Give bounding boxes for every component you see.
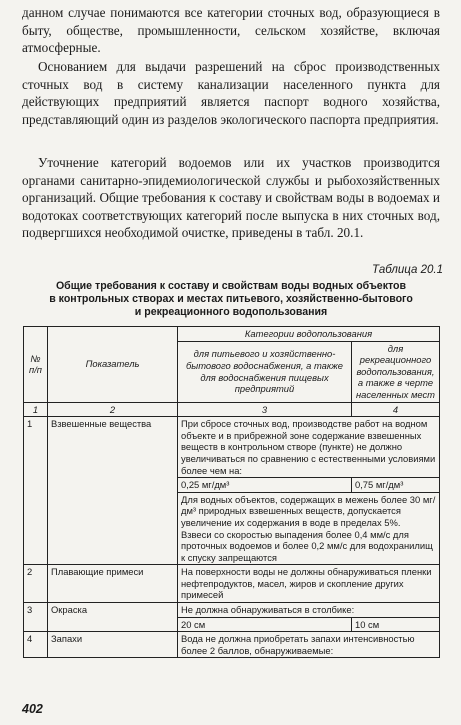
row-num: 3: [24, 603, 48, 632]
column-index: 1: [24, 402, 48, 417]
page-number: 402: [22, 702, 43, 716]
column-index: 2: [48, 402, 178, 417]
paragraph-3: Уточнение категорий водоемов или их участков производится органами санитарно-эпидемиологической службы и рыбохозяйственных организаций. Общие требования к составу и свойствам воды в водоемах и водотоках соответствующих категорий после выпуска в них сточных вод, подвергшихся необходимой очистке, приведены в табл. 20.1.: [22, 155, 440, 241]
paragraph-1: данном случае понимаются все категории сточных вод, образующиеся в быту, обществе, промышленности, сельском хозяйстве, включая атмосферные.: [22, 5, 440, 56]
caption-line-1: Общие требования к составу и свойствам воды водных объектов: [55, 280, 407, 292]
row-indicator: Взвешенные вещества: [48, 417, 178, 565]
row-indicator: Запахи: [48, 632, 178, 658]
table-caption: [22, 280, 440, 318]
row-indicator: Плавающие примеси: [48, 565, 178, 603]
header-category-drinking: для питьевого и хозяйственно-бытового водоснабжения, а также для водоснабжения пищевых предприятий: [178, 341, 352, 402]
caption-line-3: и рекреационного водопользования: [134, 305, 328, 318]
table-row: [24, 417, 440, 478]
requirement-text: Для водных объектов, содержащих в межень более 30 мг/дм³ природных взвешенных веществ, допускается увеличение их содержания в воде в пределах 5%.: [181, 493, 436, 528]
column-index: 3: [178, 402, 352, 417]
row-requirement: На поверхности воды не должны обнаруживаться пленки нефтепродуктов, масел, жиров и скопление других примесей: [178, 565, 440, 603]
row-requirement: Вода не должна приобретать запахи интенсивностью более 2 баллов, обнаруживаемые:: [178, 632, 440, 658]
row-requirement: Не должна обнаруживаться в столбике:: [178, 603, 440, 618]
header-num: № п/п: [24, 327, 48, 403]
row-num: 1: [24, 417, 48, 565]
row-requirement: При сбросе сточных вод, производстве работ на водном объекте и в прибрежной зоне содержание взвешенных веществ в контрольном створе (пункте) не должно увеличиваться по сравнению с естественными условиями более чем на:: [178, 417, 440, 478]
requirement-text: Взвеси со скоростью выпадения более 0,4 мм/с для проточных водоемов и более 0,2 мм/с для водохранилищ к спуску запрещаются: [181, 528, 433, 563]
table-row: [24, 565, 440, 603]
table-label: Таблица 20.1: [372, 264, 443, 276]
row-requirement-extra: [178, 492, 440, 565]
header-indicator: Показатель: [48, 327, 178, 403]
value-recreational: 10 см: [351, 617, 439, 632]
header-row-1: [24, 327, 440, 342]
value-drinking: 20 см: [178, 617, 352, 632]
table-row: [24, 603, 440, 618]
value-drinking: 0,25 мг/дм³: [178, 478, 352, 493]
caption-line-2: в контрольных створах и местах питьевого, хозяйственно-бытового: [49, 292, 413, 305]
row-num: 4: [24, 632, 48, 658]
table-row: [24, 632, 440, 658]
header-categories: Категории водопользования: [178, 327, 440, 342]
paragraph-2: Основанием для выдачи разрешений на сброс производственных сточных вод в систему канализации населенного пункта для действующих предприятий является паспорт водного хозяйства, представляющий один из разделов экологического паспорта предприятия.: [22, 59, 440, 127]
requirements-table: [23, 326, 440, 658]
row-indicator: Окраска: [48, 603, 178, 632]
header-category-recreational: для рекреационного водопользования, а также в черте населенных мест: [351, 341, 439, 402]
column-index-row: [24, 402, 440, 417]
column-index: 4: [351, 402, 439, 417]
value-recreational: 0,75 мг/дм³: [351, 478, 439, 493]
row-num: 2: [24, 565, 48, 603]
